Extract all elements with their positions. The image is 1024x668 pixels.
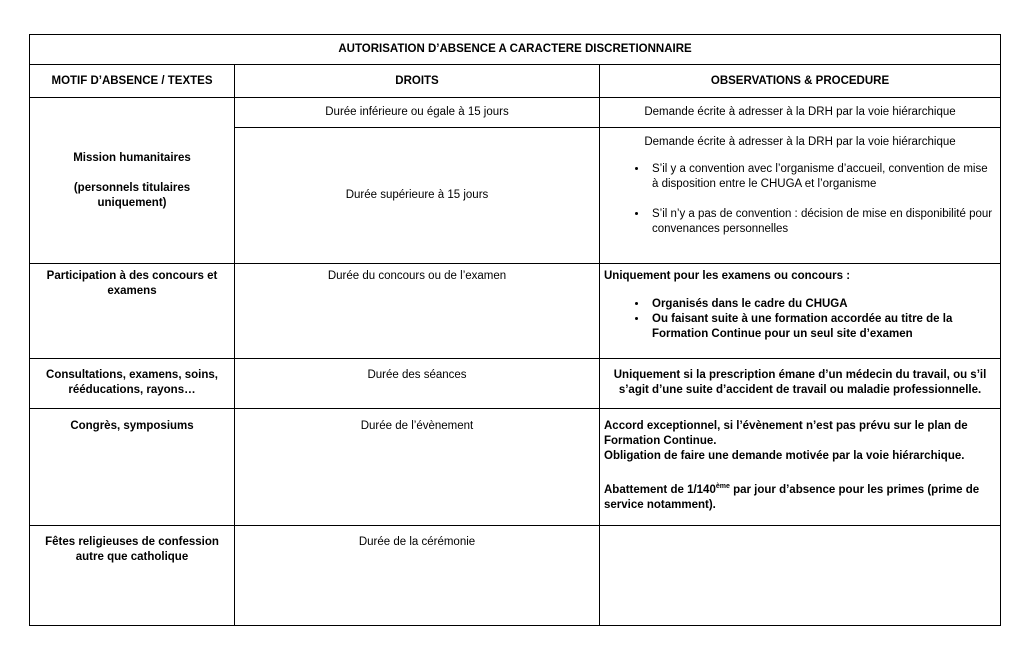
column-header-row [30,65,1001,98]
list-item: • S’il n’y a pas de convention : décision de mise en disponibilité pour convenances personnelles [648,207,996,237]
motif-mission-note: (personnels titulaires uniquement) [73,181,191,209]
motif-congres: Congrès, symposiums [30,409,235,526]
list-item: • Organisés dans le cadre du CHUGA [648,297,996,312]
list-item: • S’il y a convention avec l’organisme d’accueil, convention de mise à disposition entre le CHUGA et l’organisme [648,162,996,192]
motif-mission [30,98,235,264]
obs-mission-a: Demande écrite à adresser à la DRH par la voie hiérarchique [600,98,1001,128]
column-header-droits: DROITS [235,65,600,98]
droit-congres: Durée de l’évènement [235,409,600,526]
droit-consultations: Durée des séances [235,359,600,409]
obs-concours [600,264,1001,359]
table-row [30,526,1001,626]
obs-fetes [600,526,1001,626]
table-row [30,409,1001,526]
obs-congres-line-1: Accord exceptionnel, si l’évènement n’est pas prévu sur le plan de Formation Continue. [604,420,968,447]
obs-mission-b-intro: Demande écrite à adresser à la DRH par la voie hiérarchique [644,136,956,148]
obs-congres-line-3-pre: Abattement de 1/140 [604,483,716,496]
column-header-motif: MOTIF D’ABSENCE / TEXTES [30,65,235,98]
obs-concours-intro: Uniquement pour les examens ou concours : [604,270,851,282]
obs-congres-line-2: Obligation de faire une demande motivée par la voie hiérarchique. [604,450,965,462]
obs-congres-line-3-sup: ème [715,483,730,490]
obs-mission-b [600,128,1001,264]
motif-mission-label: Mission humanitaires [73,151,191,164]
droit-mission-b: Durée supérieure à 15 jours [235,128,600,264]
obs-congres-line-3 [604,479,996,513]
droit-concours: Durée du concours ou de l’examen [235,264,600,359]
motif-consultations: Consultations, examens, soins, rééducations, rayons… [30,359,235,409]
table-title-row [30,35,1001,65]
droit-mission-a: Durée inférieure ou égale à 15 jours [235,98,600,128]
motif-fetes: Fêtes religieuses de confession autre que catholique [30,526,235,626]
table-row [30,359,1001,409]
droit-fetes: Durée de la cérémonie [235,526,600,626]
obs-congres-line-3-post: par jour d’absence pour les primes (prime de service notamment). [604,483,980,511]
table-title: AUTORISATION D’ABSENCE A CARACTERE DISCRETIONNAIRE [30,35,1001,65]
table-row [30,264,1001,359]
obs-consultations: Uniquement si la prescription émane d’un médecin du travail, ou s’il s’agit d’une suite d’accident de travail ou maladie professionnelle. [600,359,1001,409]
motif-concours: Participation à des concours et examens [30,264,235,359]
obs-congres [600,409,1001,526]
list-item: • Ou faisant suite à une formation accordée au titre de la Formation Continue pour un seul site d’examen [648,312,996,342]
absence-table [29,34,1001,626]
column-header-observations: OBSERVATIONS & PROCEDURE [600,65,1001,98]
table-row [30,98,1001,128]
